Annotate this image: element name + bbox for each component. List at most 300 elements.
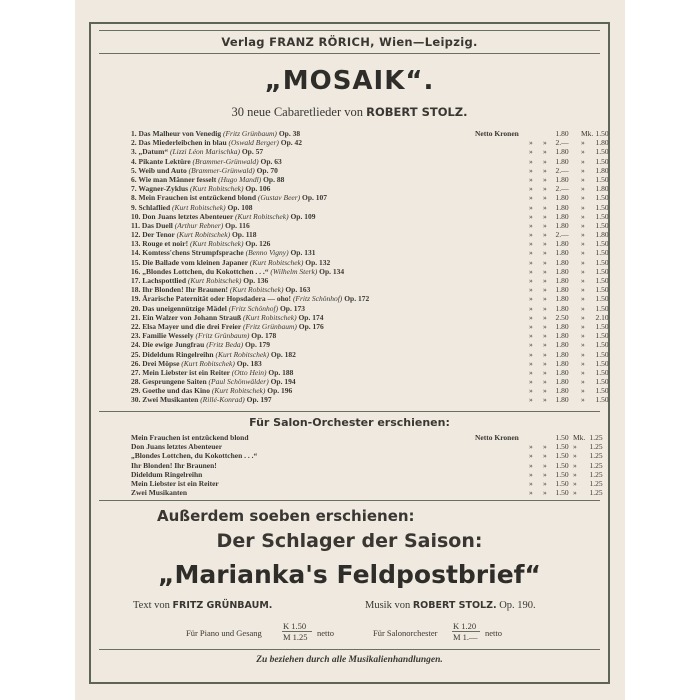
song-name: 20. Das uneigennützige Mädel	[131, 303, 227, 313]
ditto-mark: »	[581, 321, 585, 331]
salon-price-k: K 1.20	[453, 621, 477, 631]
song-author: (Fritz Beda)	[206, 340, 244, 350]
song-name: 2. Das Miederleibchen in blau	[131, 138, 227, 148]
song-title	[131, 184, 270, 193]
salon-price-marks: 1.25	[589, 460, 603, 470]
salon-price-marks: 1.25	[589, 442, 603, 452]
song-title	[131, 157, 282, 166]
music-credit	[365, 600, 536, 611]
song-author: (Fritz Grünbaum)	[195, 331, 250, 341]
price-marks: 1.50	[595, 331, 609, 341]
song-title	[131, 313, 323, 322]
price-marks: 1.50	[595, 202, 609, 212]
song-name: 10. Don Juans letztes Abenteuer	[131, 211, 234, 221]
ditto-mark: »	[543, 174, 547, 184]
song-row	[131, 321, 609, 331]
price-kronen: 1.80	[555, 367, 569, 377]
subtitle-composer: ROBERT STOLZ.	[366, 105, 468, 119]
song-title	[131, 267, 344, 276]
salon-price-kronen: 1.50	[555, 460, 569, 470]
ditto-mark: »	[543, 303, 547, 313]
song-title	[131, 331, 276, 340]
song-opus: Op. 131	[290, 248, 316, 258]
song-name: 15. Die Ballade vom kleinen Japaner	[131, 257, 248, 267]
music-credit-prefix: Musik von	[365, 600, 411, 611]
song-name: 14. Komtess'chens Strumpfsprache	[131, 248, 244, 258]
ditto-mark: »	[581, 257, 585, 267]
song-author: (Fritz Grünbaum)	[222, 129, 277, 138]
salon-title: Ihr Blonden! Ihr Braunen!	[131, 460, 217, 470]
song-opus: Op. 196	[267, 386, 293, 396]
salon-heading: Für Salon-Orchester erschienen:	[249, 416, 450, 429]
ditto-mark: »	[529, 138, 533, 148]
song-row	[131, 377, 609, 387]
song-title	[131, 304, 305, 313]
song-author: (Kurt Robitschek)	[176, 230, 231, 240]
song-opus: Op. 179	[244, 340, 270, 350]
song-opus: Op. 174	[298, 312, 324, 322]
song-opus: Op. 108	[227, 202, 253, 212]
ditto-mark: »	[581, 312, 585, 322]
price-kronen: 1.80	[555, 349, 569, 359]
ditto-mark: »	[581, 266, 585, 276]
song-title	[131, 322, 324, 331]
ditto-mark: »	[543, 377, 547, 387]
song-opus: Op. 126	[245, 239, 271, 249]
salon-price-marks: 1.25	[589, 488, 603, 498]
song-row	[131, 193, 609, 203]
ditto-mark: »	[529, 230, 533, 240]
ditto-mark: »	[581, 211, 585, 221]
ditto-mark: »	[529, 156, 533, 166]
price-marks: 1.50	[595, 211, 609, 221]
ditto-mark: »	[529, 349, 533, 359]
price-marks: 1.50	[595, 377, 609, 387]
song-title	[131, 248, 315, 257]
piano-netto: netto	[317, 628, 334, 638]
salon-title: Zwei Musikanten	[131, 488, 188, 498]
price-marks: 1.50	[595, 129, 609, 138]
ditto-mark: »	[529, 321, 533, 331]
price-marks: 1.50	[595, 193, 609, 203]
price-marks: 1.50	[595, 358, 609, 368]
ditto-mark: »	[543, 165, 547, 175]
price-marks: 1.50	[595, 257, 609, 267]
salon-row	[131, 488, 603, 498]
price-kronen: 1.80	[555, 321, 569, 331]
ditto-mark: »	[543, 285, 547, 295]
song-title	[131, 129, 300, 138]
ditto-mark: »	[529, 174, 533, 184]
song-name: 27. Mein Liebster ist ein Reiter	[131, 367, 230, 377]
price-kronen: 1.80	[555, 303, 569, 313]
song-title	[131, 147, 263, 156]
song-opus: Op. 107	[302, 193, 328, 203]
ditto-mark: »	[543, 367, 547, 377]
song-name: 8. Mein Frauchen ist entzückend blond	[131, 193, 257, 203]
ditto-mark: »	[581, 340, 585, 350]
song-row	[131, 174, 609, 184]
song-author: (Wilhelm Sterk)	[270, 266, 318, 276]
ditto-mark: »	[543, 156, 547, 166]
ditto-mark: »	[543, 193, 547, 203]
price-kronen: 1.80	[555, 331, 569, 341]
song-row	[131, 285, 609, 295]
song-title	[131, 350, 296, 359]
price-kronen: 2.—	[555, 230, 569, 240]
ditto-mark: »	[581, 276, 585, 285]
ditto-mark: »	[543, 230, 547, 240]
ditto-mark: »	[581, 349, 585, 359]
song-author: (Kurt Robitschek)	[172, 202, 226, 212]
ditto-mark: »	[581, 165, 585, 175]
ditto-mark: »	[543, 184, 547, 194]
song-name: 13. Rouge et noir!	[131, 239, 189, 249]
price-kronen: 1.80	[555, 395, 569, 405]
song-row	[131, 156, 609, 166]
price-kronen: 2.50	[555, 312, 569, 322]
song-title	[131, 359, 262, 368]
salon-row	[131, 451, 603, 461]
song-title	[131, 138, 302, 147]
song-name: 18. Ihr Blonden! Ihr Braunen!	[131, 285, 229, 295]
ditto-mark: »	[543, 294, 547, 304]
ditto-mark: »	[529, 367, 533, 377]
song-name: 26. Drei Möpse	[131, 358, 180, 368]
salon-title: Dideldum Ringelreihn	[131, 469, 203, 479]
ditto-mark: »	[581, 294, 585, 304]
ditto-mark: »	[543, 138, 547, 148]
ditto-mark: »	[529, 266, 533, 276]
ditto-mark: »	[581, 147, 585, 157]
ditto-mark: »	[581, 184, 585, 194]
ditto-mark: »	[543, 340, 547, 350]
salon-rule	[99, 411, 600, 412]
ditto-mark: »	[529, 386, 533, 396]
ditto-mark: »	[543, 488, 547, 498]
music-credit-opus: Op. 190.	[499, 600, 536, 611]
mk-label: Mk.	[573, 433, 586, 442]
featured-song-title: „Marianka's Feldpostbrief“	[158, 560, 541, 589]
price-marks: 1.50	[595, 386, 609, 396]
song-opus: Op. 109	[290, 211, 316, 221]
song-author: (Fritz Grünbaum)	[242, 321, 297, 331]
song-title	[131, 166, 278, 175]
salon-price-marks: 1.25	[589, 451, 603, 461]
song-author: (Kurt Robitschek)	[243, 312, 297, 322]
song-opus: Op. 116	[225, 220, 250, 230]
price-marks: 1.50	[595, 367, 609, 377]
song-list	[131, 129, 609, 405]
song-title	[131, 203, 252, 212]
salon-price-marks: 1.25	[589, 469, 603, 479]
song-name: 9. Schlaflied	[131, 202, 171, 212]
ditto-mark: »	[529, 460, 533, 470]
song-opus: Op. 178	[251, 331, 277, 341]
song-title	[131, 368, 293, 377]
song-author: (Brammer-Grünwald)	[192, 156, 259, 166]
price-kronen: 1.80	[555, 294, 569, 304]
ditto-mark: »	[529, 184, 533, 194]
ditto-mark: »	[543, 266, 547, 276]
song-row	[131, 358, 609, 368]
song-author: (Kurt Robitschek)	[249, 257, 304, 267]
price-kronen: 1.80	[555, 193, 569, 203]
publisher-rule	[99, 53, 600, 54]
ditto-mark: »	[529, 488, 533, 498]
ditto-mark: »	[543, 386, 547, 396]
collection-subtitle	[89, 105, 610, 120]
song-name: 7. Wagner-Zyklus	[131, 184, 189, 194]
price-kronen: 1.80	[555, 147, 569, 157]
salon-price-label: Für Salonorchester	[373, 628, 438, 638]
song-opus: Op. 173	[279, 303, 305, 313]
song-row	[131, 129, 609, 138]
song-opus: Op. 134	[319, 266, 345, 276]
ditto-mark: »	[543, 147, 547, 157]
song-opus: Op. 182	[270, 349, 296, 359]
music-credit-author: ROBERT STOLZ.	[412, 600, 497, 611]
song-title	[131, 258, 330, 267]
song-author: (Kurt Robitschek)	[189, 239, 244, 249]
song-row	[131, 202, 609, 212]
song-opus: Op. 176	[298, 321, 324, 331]
salon-title: Mein Liebster ist ein Reiter	[131, 478, 219, 488]
salon-list	[131, 433, 603, 498]
ditto-mark: »	[581, 377, 585, 387]
ditto-mark: »	[529, 340, 533, 350]
song-row	[131, 239, 609, 249]
ditto-mark: »	[529, 285, 533, 295]
song-row	[131, 257, 609, 267]
song-title	[131, 221, 250, 230]
song-name: 12. Der Tenor	[131, 230, 175, 240]
price-marks: 1.50	[595, 266, 609, 276]
song-author: (Fritz Schönhof)	[228, 303, 279, 313]
price-marks: 1.50	[595, 321, 609, 331]
ditto-mark: »	[581, 156, 585, 166]
ditto-mark: »	[543, 469, 547, 479]
song-opus: Op. 163	[285, 285, 311, 295]
price-marks: 1.50	[595, 303, 609, 313]
song-row	[131, 303, 609, 313]
price-kronen: 1.80	[555, 129, 569, 138]
song-name: 17. Lachspottlied	[131, 276, 187, 285]
ditto-mark: »	[529, 451, 533, 461]
song-title	[131, 239, 270, 248]
price-marks: 1.50	[595, 248, 609, 258]
song-opus: Op. 63	[260, 156, 282, 166]
song-name: 28. Gesprungene Saiten	[131, 377, 207, 387]
publisher-line: Verlag FRANZ RÖRICH, Wien—Leipzig.	[221, 35, 478, 49]
ditto-mark: »	[529, 257, 533, 267]
ditto-mark: »	[581, 395, 585, 405]
piano-price-label: Für Piano und Gesang	[186, 628, 262, 638]
ditto-mark: »	[529, 294, 533, 304]
song-title	[131, 285, 310, 294]
song-row	[131, 312, 609, 322]
song-opus: Op. 118	[231, 230, 257, 240]
subtitle-text: 30 neue Cabaretlieder von	[231, 105, 364, 119]
song-title	[131, 294, 369, 303]
schlager-heading: Der Schlager der Saison:	[216, 530, 483, 552]
song-author: (Kurt Robitschek)	[189, 184, 244, 194]
song-author: (Kurt Robitschek)	[211, 386, 266, 396]
price-marks: 1.50	[595, 156, 609, 166]
salon-price-marks: 1.25	[589, 433, 603, 442]
price-kronen: 1.80	[555, 358, 569, 368]
song-name: 29. Goethe und das Kino	[131, 386, 210, 396]
ditto-mark: »	[581, 248, 585, 258]
song-opus: Op. 194	[270, 377, 296, 387]
song-row	[131, 165, 609, 175]
song-name: 19. Ärarische Paternität oder Hopsdadera — oho!	[131, 294, 292, 304]
song-row	[131, 211, 609, 221]
salon-row	[131, 442, 603, 452]
song-author: (Rillé-Konrad)	[200, 395, 245, 405]
song-opus: Op. 188	[268, 367, 294, 377]
text-credit-author: FRITZ GRÜNBAUM.	[172, 600, 273, 611]
text-credit-prefix: Text von	[133, 600, 170, 611]
mk-label: Mk.	[581, 129, 594, 138]
price-marks: 1.50	[595, 340, 609, 350]
ditto-mark: »	[529, 165, 533, 175]
price-marks: 1.50	[595, 147, 609, 157]
song-opus: Op. 57	[241, 147, 264, 157]
song-author: (Kurt Robitschek)	[229, 285, 284, 295]
song-opus: Op. 70	[256, 165, 278, 175]
song-author: (Otto Hein)	[231, 367, 267, 377]
song-row	[131, 340, 609, 350]
ditto-mark: »	[543, 478, 547, 488]
ditto-mark: »	[543, 312, 547, 322]
price-kronen: 2.—	[555, 138, 569, 148]
footer-text: Zu beziehen durch alle Musikalienhandlungen.	[256, 655, 443, 665]
song-title	[131, 377, 296, 386]
song-author: (Oswald Berger)	[228, 138, 279, 148]
song-row	[131, 349, 609, 359]
ditto-mark: »	[573, 478, 577, 488]
price-kronen: 1.80	[555, 257, 569, 267]
ditto-mark: »	[543, 321, 547, 331]
price-kronen: 1.80	[555, 266, 569, 276]
song-title	[131, 175, 284, 184]
salon-row	[131, 433, 603, 442]
ditto-mark: »	[581, 367, 585, 377]
ditto-mark: »	[581, 174, 585, 184]
ditto-mark: »	[581, 193, 585, 203]
song-name: 4. Pikante Lektüre	[131, 156, 191, 166]
song-author: (Brammer-Grünwald)	[188, 165, 255, 175]
ditto-mark: »	[543, 395, 547, 405]
price-kronen: 1.80	[555, 156, 569, 166]
ditto-mark: »	[543, 460, 547, 470]
salon-title: Don Juans letztes Abenteuer	[131, 442, 223, 452]
ditto-mark: »	[529, 211, 533, 221]
song-title	[131, 212, 315, 221]
ditto-mark: »	[543, 220, 547, 230]
song-opus: Op. 183	[236, 358, 262, 368]
ditto-mark: »	[543, 202, 547, 212]
price-kronen: 1.80	[555, 285, 569, 295]
ditto-mark: »	[529, 239, 533, 249]
price-marks: 1.50	[595, 349, 609, 359]
price-marks: 1.80	[595, 165, 609, 175]
salon-price-m: M 1.—	[453, 632, 478, 642]
ditto-mark: »	[529, 395, 533, 405]
ditto-mark: »	[543, 349, 547, 359]
also-heading: Außerdem soeben erschienen:	[157, 507, 415, 525]
salon-price-marks: 1.25	[589, 478, 603, 488]
ditto-mark: »	[529, 442, 533, 452]
song-row	[131, 184, 609, 194]
ditto-mark: »	[581, 358, 585, 368]
song-row	[131, 386, 609, 396]
ditto-mark: »	[581, 220, 585, 230]
salon-title: Mein Frauchen ist entzückend blond	[131, 433, 249, 442]
salon-price-kronen: 1.50	[555, 488, 569, 498]
ditto-mark: »	[543, 451, 547, 461]
ditto-mark: »	[581, 239, 585, 249]
song-author: (Kurt Robitschek)	[181, 358, 235, 368]
ditto-mark: »	[529, 147, 533, 157]
ditto-mark: »	[581, 230, 585, 240]
song-name: 11. Das Duell	[131, 220, 173, 230]
price-kronen: 1.80	[555, 340, 569, 350]
song-author: (Arthur Rebner)	[174, 220, 224, 230]
song-row	[131, 230, 609, 240]
price-kronen: 1.80	[555, 202, 569, 212]
song-name: 5. Weib und Auto	[131, 165, 187, 175]
collection-title: „MOSAIK“.	[264, 66, 435, 96]
price-kronen: 1.80	[555, 239, 569, 249]
price-marks: 1.50	[595, 285, 609, 295]
song-opus: Op. 136	[243, 276, 269, 285]
song-author: (Gustav Beer)	[257, 193, 301, 203]
song-name: 16. „Blondes Lottchen, du Kokottchen . . .“	[131, 266, 269, 276]
song-name: 23. Familie Wessely	[131, 331, 194, 341]
ditto-mark: »	[529, 478, 533, 488]
price-kronen: 2.—	[555, 184, 569, 194]
song-row	[131, 248, 609, 258]
ditto-mark: »	[529, 377, 533, 387]
song-title	[131, 276, 268, 285]
text-credit	[133, 600, 272, 611]
ditto-mark: »	[529, 469, 533, 479]
song-author: (Lizzi Léon Marischka)	[169, 147, 240, 157]
song-title	[131, 230, 257, 239]
piano-price-k: K 1.50	[283, 621, 307, 631]
price-marks: 1.80	[595, 184, 609, 194]
price-marks: 1.50	[595, 174, 609, 184]
ditto-mark: »	[581, 202, 585, 212]
price-kronen: 2.—	[555, 165, 569, 175]
song-author: (Benno Vigny)	[245, 248, 289, 258]
song-row	[131, 220, 609, 230]
ditto-mark: »	[573, 442, 577, 452]
song-opus: Op. 106	[245, 184, 271, 194]
footer-rule	[99, 649, 600, 650]
ditto-mark: »	[543, 442, 547, 452]
ditto-mark: »	[529, 276, 533, 285]
ditto-mark: »	[573, 451, 577, 461]
ditto-mark: »	[581, 285, 585, 295]
salon-title: „Blondes Lottchen, du Kokottchen . . .“	[131, 451, 258, 461]
song-author: (Kurt Robitschek)	[215, 349, 269, 359]
song-title	[131, 340, 270, 349]
song-author: (Paul Schönwälder)	[208, 377, 269, 387]
song-name: 1. Das Malheur von Venedig	[131, 129, 222, 138]
